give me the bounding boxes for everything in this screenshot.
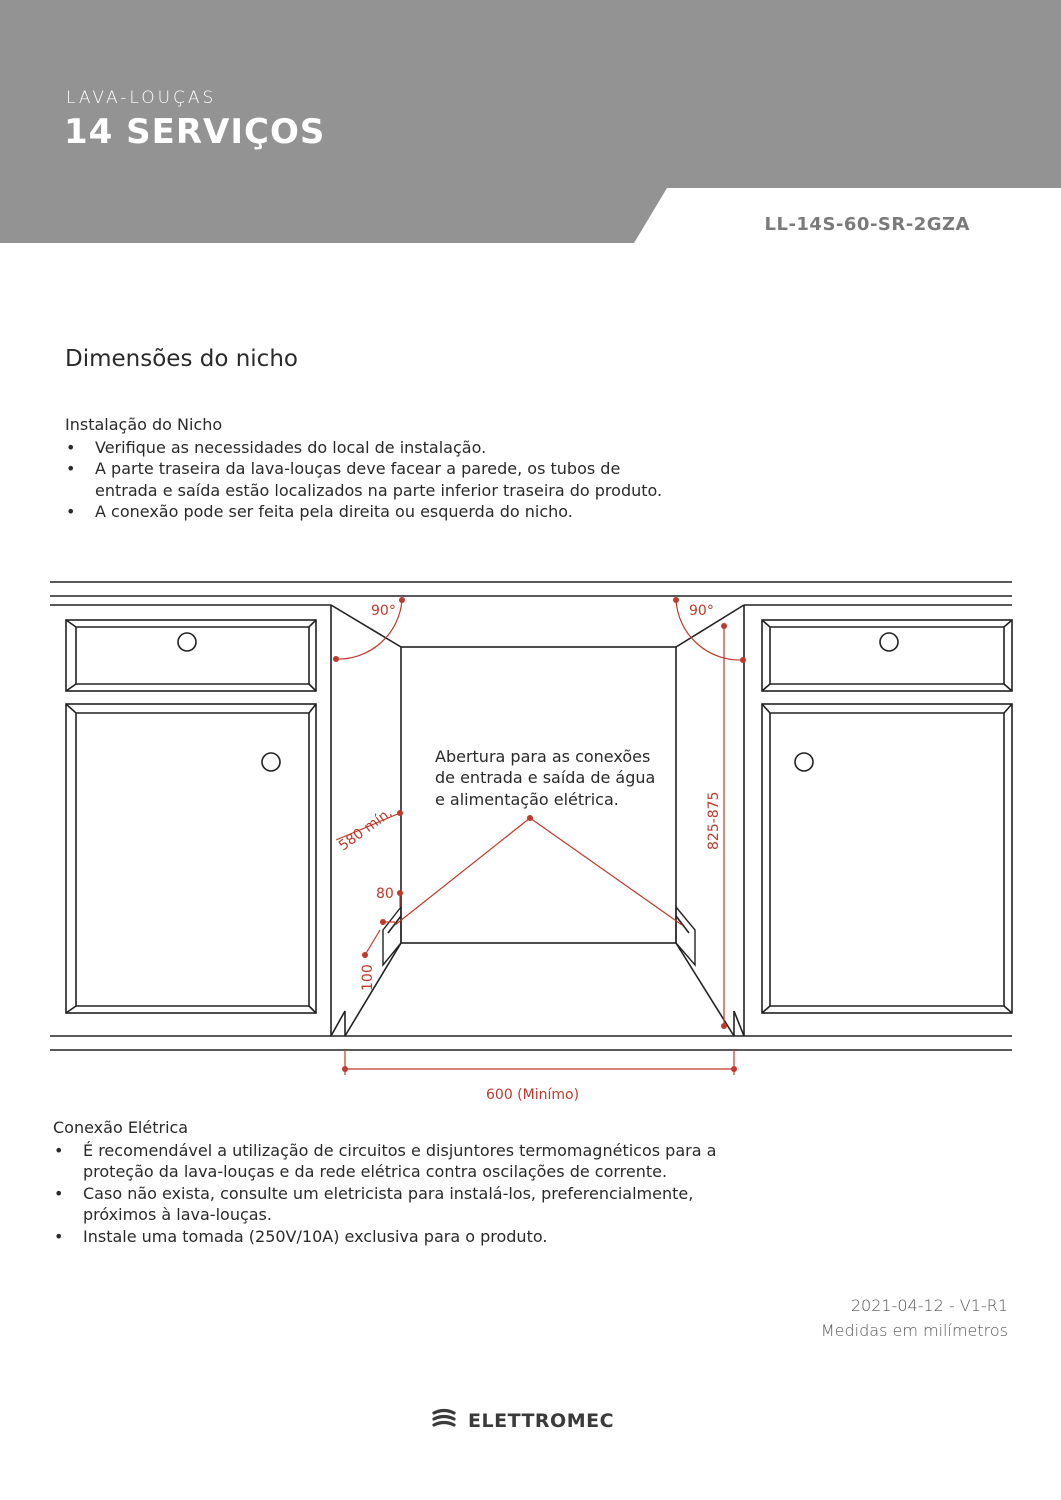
elettromec-logo-icon	[430, 1407, 458, 1435]
electrical-section	[53, 1117, 773, 1247]
brand-logo	[430, 1405, 614, 1437]
list-item: • É recomendável a utilização de circuitos e disjuntores termomagnéticos para a proteção da lava-louças e da rede elétrica contra oscilações de corrente.	[53, 1140, 743, 1183]
list-item: • Caso não exista, consulte um eletricista para instalá-los, preferencialmente, próximos à lava-louças.	[53, 1183, 723, 1226]
angle-left-label: 90°	[371, 603, 396, 619]
niche-diagram	[0, 570, 1061, 1110]
list-item: • A conexão pode ser feita pela direita ou esquerda do nicho.	[65, 501, 765, 523]
electrical-heading: Conexão Elétrica	[53, 1118, 189, 1137]
width-label: 600 (Minímo)	[486, 1087, 580, 1103]
footer-meta	[821, 1293, 1008, 1343]
opening-note-line-2: de entrada e saída de água	[435, 768, 656, 787]
units-label: Medidas em milímetros	[820, 1321, 1008, 1340]
list-item: • Instale uma tomada (250V/10A) exclusiva para o produto.	[53, 1226, 773, 1248]
height-range-label: 825-875	[706, 791, 722, 850]
angle-right-label: 90°	[689, 603, 714, 619]
niche-install-list	[65, 437, 765, 523]
list-item: • Verifique as necessidades do local de instalação.	[65, 437, 765, 459]
section-title: Dimensões do nicho	[65, 346, 298, 372]
niche-install-section	[65, 414, 765, 523]
list-item: • A parte traseira da lava-louças deve facear a parede, os tubos de entrada e saída estão localizados na parte inferior traseira do produto.	[65, 458, 685, 501]
product-category: LAVA-LOUÇAS	[66, 88, 217, 108]
model-code: LL-14S-60-SR-2GZA	[764, 214, 970, 235]
depth-label: 580 mín.	[335, 804, 396, 855]
opening-note-line-3: e alimentação elétrica.	[435, 790, 619, 809]
opening-height-label: 80	[376, 886, 394, 902]
niche-install-heading: Instalação do Nicho	[65, 415, 223, 434]
brand-name: ELETTROMEC	[468, 1410, 615, 1432]
opening-width-label: 100	[360, 964, 376, 991]
product-title: 14 SERVIÇOS	[64, 112, 326, 152]
opening-note-line-1: Abertura para as conexões	[435, 747, 651, 766]
version-label: 2021-04-12 - V1-R1	[850, 1296, 1008, 1315]
electrical-list	[53, 1140, 773, 1248]
